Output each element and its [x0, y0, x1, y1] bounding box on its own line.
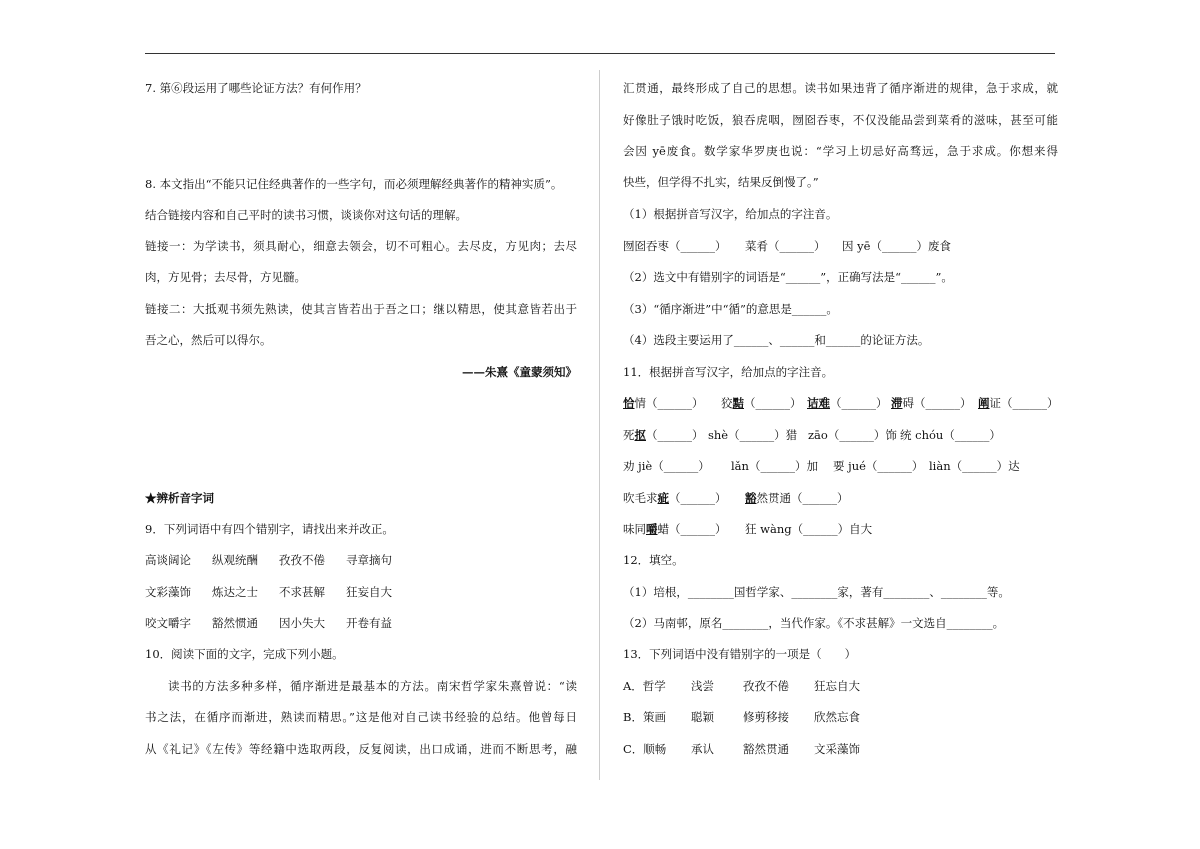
fill-rest: 蜡（______）	[657, 522, 727, 536]
passage-line-6: 会因 yē废食。数学家华罗庚也说：“学习上切忌好高骛远，急于求成。你想来得	[623, 144, 1058, 158]
option-word: 欣然忘食	[814, 710, 860, 724]
q13-option-b	[623, 709, 1058, 725]
option-word: 承认	[691, 742, 714, 756]
q12-sub-2: （2）马南邨，原名________，当代作家。《不求甚解》一文选自________。	[623, 616, 1005, 630]
sub-question-1: （1）根据拼音写汉字，给加点的字注音。	[623, 207, 838, 221]
fill-item	[623, 490, 745, 506]
q9-word: 咬文嚼字	[145, 616, 191, 630]
q9-word: 因小失大	[279, 616, 325, 630]
fill-item: 劝 jiè（______）	[623, 459, 710, 473]
fill-item	[623, 427, 708, 443]
option-word: 狂忘自大	[814, 679, 860, 693]
q12-sub-1: （1）培根，________国哲学家、________家，著有________、________等。	[623, 585, 1010, 599]
link1-line2: 肉，方见骨；去尽骨，方见髓。	[145, 270, 306, 284]
marked-char: 嚼	[646, 522, 658, 536]
passage-line-5: 好像肚子饿时吃饭，狼吞虎咽，囫囵吞枣，不仅没能品尝到菜肴的滋味，甚至可能	[623, 113, 1058, 127]
marked-char: 恰	[623, 396, 635, 410]
q13-option-a	[623, 678, 1058, 694]
section-title: ★辨析音字词	[145, 491, 214, 505]
q9-row-3	[145, 615, 577, 631]
fill-pre: 狡	[721, 396, 733, 410]
fill-rest: （______）	[669, 491, 727, 505]
marked-char: 黠	[732, 396, 744, 410]
passage-line-2: 书之法，在循序而渐进，熟读而精思。”这是他对自己读书经验的总结。他曾每日	[145, 710, 577, 724]
q9-word: 纵观统酬	[212, 553, 258, 567]
sub-question-1-items	[623, 238, 1058, 254]
q11-row-3	[623, 458, 1058, 474]
q9-word: 豁然惯通	[212, 616, 258, 630]
passage-line-4: 汇贯通，最终形成了自己的思想。读书如果违背了循序渐进的规律，急于求成，就	[623, 81, 1058, 95]
option-word: C．顺畅	[623, 742, 667, 756]
source-citation: ——朱熹《童蒙须知》	[462, 365, 577, 379]
column-divider	[599, 70, 600, 780]
question-7: 7. 第⑥段运用了哪些论证方法？有何作用？	[145, 81, 367, 95]
question-8-line2: 结合链接内容和自己平时的读书习惯，谈谈你对这句话的理解。	[145, 208, 467, 222]
marked-char: 滞	[891, 396, 903, 410]
question-13: 13．下列词语中没有错别字的一项是（ ）	[623, 647, 857, 661]
fill-item	[623, 521, 745, 537]
question-10: 10．阅读下面的文字，完成下列小题。	[145, 647, 344, 661]
link2-line1: 链接二：大抵观书须先熟读，使其言皆若出于吾之口；继以精思，使其意皆若出于	[145, 302, 577, 316]
q9-word: 炼达之士	[212, 585, 258, 599]
fill-pre: 死	[623, 428, 635, 442]
top-rule	[145, 53, 1055, 54]
q9-row-1	[145, 552, 577, 568]
fill-item	[623, 395, 721, 411]
marked-char: 诘难	[807, 396, 830, 410]
fill-item: lǎn（______）加	[731, 459, 818, 473]
passage-line-1: 读书的方法多种多样，循序渐进是最基本的方法。南宋哲学家朱熹曾说：“读	[168, 679, 577, 693]
question-8-line1: 8. 本文指出“不能只记住经典著作的一些字句，而必须理解经典著作的精神实质”。	[145, 177, 563, 191]
fill-item	[891, 395, 978, 411]
q9-word: 狂妄自大	[346, 585, 392, 599]
q9-row-2	[145, 584, 577, 600]
q11-row-1	[623, 395, 1058, 411]
fill-pre: 味同	[623, 522, 646, 536]
fill-rest: 情（______）	[634, 396, 704, 410]
option-word: 浅尝	[691, 679, 714, 693]
sub-question-3: （3）“循序渐进”中“循”的意思是______。	[623, 302, 838, 316]
link1-line1: 链接一：为学读书，须具耐心，细意去领会，切不可粗心。去尽皮，方见肉；去尽	[145, 239, 577, 253]
fill-rest: 证（______）	[989, 396, 1059, 410]
sub-question-4: （4）选段主要运用了______、______和______的论证方法。	[623, 333, 930, 347]
sub-question-2: （2）选文中有错别字的词语是“______”，正确写法是“______”。	[623, 270, 953, 284]
fill-item	[745, 490, 849, 506]
option-word: 聪颖	[691, 710, 714, 724]
q11-row-5	[623, 521, 1058, 537]
link2-line2: 吾之心，然后可以得尔。	[145, 333, 272, 347]
marked-char: 豁	[745, 491, 757, 505]
question-9: 9．下列词语中有四个错别字，请找出来并改正。	[145, 522, 394, 536]
fill-rest: （______）	[830, 396, 888, 410]
fill-item: 要 jué（______）	[833, 459, 924, 473]
fill-rest: （______）	[646, 428, 704, 442]
question-12: 12．填空。	[623, 553, 684, 567]
q9-word: 不求甚解	[279, 585, 325, 599]
q9-word: 孜孜不倦	[279, 553, 325, 567]
q11-row-4	[623, 490, 1058, 506]
option-word: B．策画	[623, 710, 666, 724]
q9-word: 文彩藻饰	[145, 585, 191, 599]
q9-word: 开卷有益	[346, 616, 392, 630]
option-word: 豁然贯通	[743, 742, 789, 756]
fill-item: 统 chóu（______）	[900, 428, 1001, 442]
fill-item	[978, 395, 1059, 411]
q13-option-c	[623, 741, 1058, 757]
fill-rest: 碍（______）	[902, 396, 972, 410]
question-11: 11．根据拼音写汉字，给加点的字注音。	[623, 365, 834, 379]
marked-char: 抠	[634, 428, 646, 442]
q9-word: 高谈阔论	[145, 553, 191, 567]
fill-rest: （______）	[744, 396, 802, 410]
fill-rest: 然贯通（______）	[756, 491, 849, 505]
q11-row-2	[623, 427, 1058, 443]
option-word: 文采藻饰	[814, 742, 860, 756]
fill-item: 囫囵吞枣（______）	[623, 239, 727, 253]
passage-line-3: 从《礼记》《左传》等经籍中选取两段，反复阅读，出口成诵，进而不断思考，融	[145, 742, 577, 756]
fill-item: liàn（______）达	[929, 459, 1020, 473]
option-word: A．哲学	[623, 679, 666, 693]
fill-item: zāo（______）饰	[808, 428, 897, 442]
q9-word: 寻章摘句	[346, 553, 392, 567]
fill-item: 因 yē（______）废食	[842, 239, 951, 253]
passage-line-7: 快些，但学得不扎实，结果反倒慢了。”	[623, 175, 819, 189]
fill-item	[721, 395, 807, 411]
option-word: 修剪移接	[743, 710, 789, 724]
marked-char: 阐	[978, 396, 990, 410]
fill-item	[807, 395, 891, 411]
fill-item: 菜肴（______）	[745, 239, 826, 253]
fill-item: shè（______）猎	[708, 428, 798, 442]
fill-item: 狂 wàng（______）自大	[745, 522, 873, 536]
marked-char: 疵	[657, 491, 669, 505]
option-word: 孜孜不倦	[743, 679, 789, 693]
fill-pre: 吹毛求	[623, 491, 658, 505]
